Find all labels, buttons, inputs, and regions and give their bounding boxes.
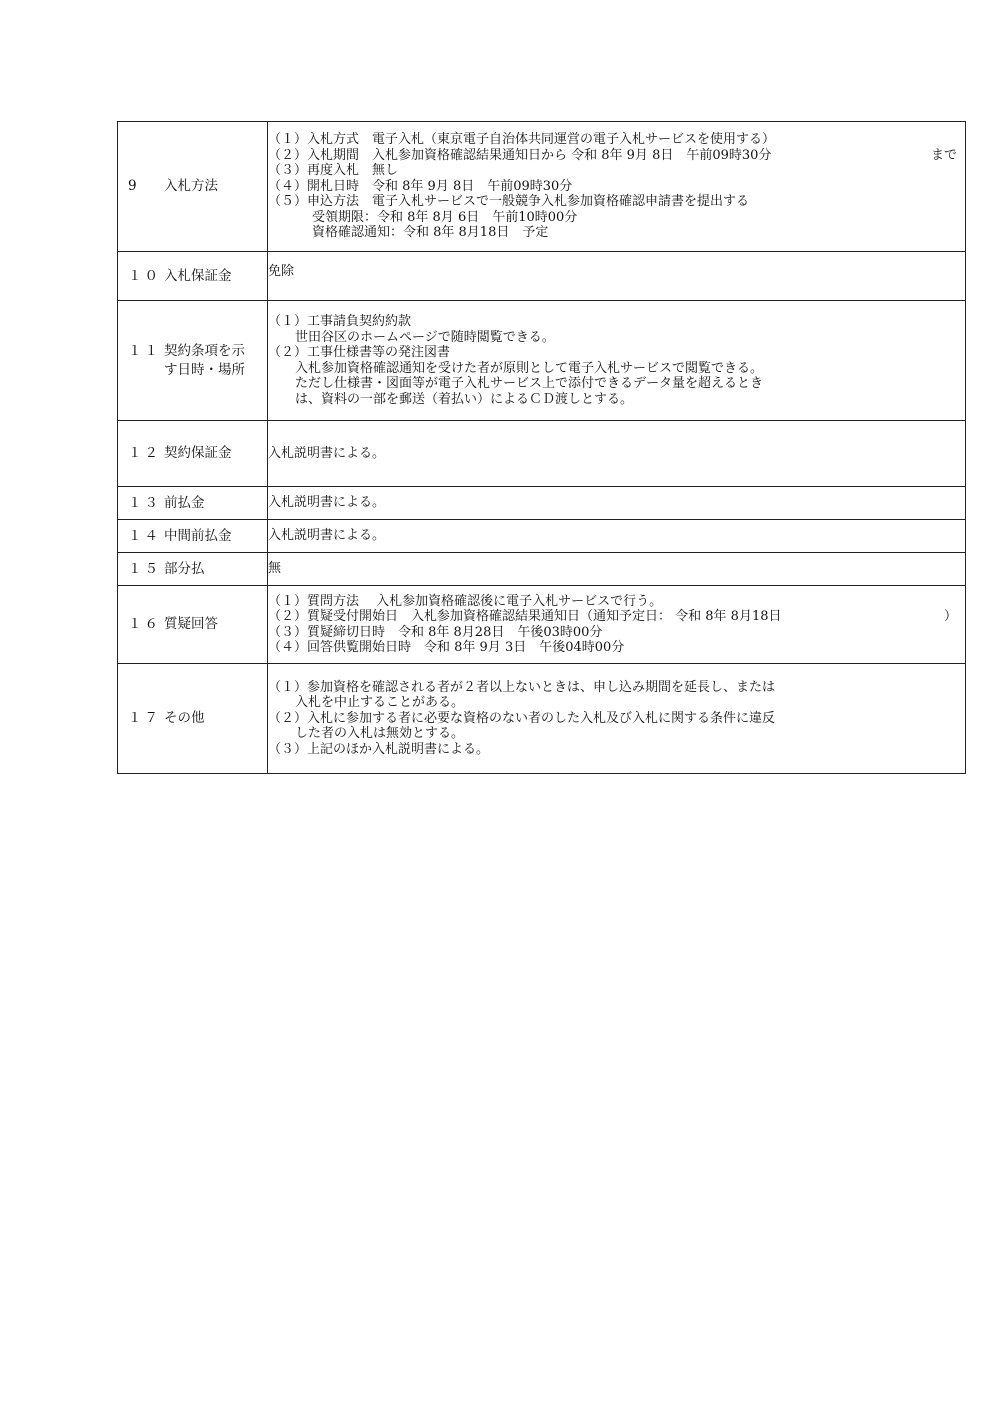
content-text: （２）入札期間 入札参加資格確認結果通知日から 令和 8年 9月 8日 午前09時30分 — [268, 147, 772, 163]
content-line: （１）参加資格を確認される者が２者以上ないときは、申し込み期間を延長し、または — [268, 679, 776, 695]
row-label-cell — [118, 664, 268, 774]
table-row — [118, 122, 966, 252]
row-title: 前払金 — [164, 494, 205, 511]
row-number: １４ — [128, 527, 161, 544]
row-label-cell — [118, 421, 268, 487]
content-line: 免除 — [268, 264, 295, 279]
row-content-cell — [268, 586, 966, 664]
content-line: 入札を中止することがある。 — [295, 695, 465, 711]
content-line: 入札説明書による。 — [268, 528, 386, 544]
row-title: その他 — [164, 710, 205, 726]
row-label-cell — [118, 301, 268, 421]
row-title: 部分払 — [164, 560, 205, 577]
row-title: 質疑回答 — [164, 616, 218, 632]
row-title-line: 契約条項を示 — [164, 342, 245, 359]
content-line: 資格確認通知：令和 8年 8月18日 予定 — [312, 225, 549, 241]
content-line: した者の入札は無効とする。 — [295, 726, 465, 742]
row-content-cell — [268, 252, 966, 301]
row-number: １０ — [128, 267, 161, 284]
table-row — [118, 252, 966, 301]
row-content-cell — [268, 487, 966, 520]
content-line: 世田谷区のホームページで随時閲覧できる。 — [295, 329, 555, 345]
row-title: 契約保証金 — [164, 445, 232, 461]
content-line: （５）申込方法 電子入札サービスで一般競争入札参加資格確認申請書を提出する — [268, 194, 750, 210]
table-row — [118, 421, 966, 487]
table-row — [118, 586, 966, 664]
row-label-cell — [118, 586, 268, 664]
content-line: 入札説明書による。 — [268, 445, 386, 461]
content-line — [268, 148, 965, 164]
content-line — [268, 609, 965, 625]
content-line: （２）入札に参加する者に必要な資格のない者のした入札及び入札に関する条件に違反 — [268, 710, 776, 726]
content-line: （３）質疑締切日時 令和 8年 8月28日 午後03時00分 — [268, 624, 603, 640]
content-line: （１）工事請負契約約款 — [268, 314, 412, 329]
content-line: 入札参加資格確認通知を受けた者が原則として電子入札サービスで閲覧できる。 — [295, 360, 764, 376]
row-number: １６ — [128, 616, 161, 632]
content-line: （１）質問方法 入札参加資格確認後に電子入札サービスで行う。 — [268, 593, 663, 609]
content-text: ） — [943, 609, 957, 624]
content-line: 無 — [268, 561, 282, 577]
row-title: 入札方法 — [164, 178, 218, 194]
table-row — [118, 553, 966, 586]
row-number: １５ — [128, 560, 161, 577]
table-row — [118, 520, 966, 553]
row-label-cell — [118, 553, 268, 586]
table-row — [118, 487, 966, 520]
content-line: は、資料の一部を郵送（着払い）によるＣＤ渡しとする。 — [295, 391, 634, 407]
row-title: 中間前払金 — [164, 527, 232, 544]
content-line: （４）開札日時 令和 8年 9月 8日 午前09時30分 — [268, 178, 573, 194]
content-line: （４）回答供覧開始日時 令和 8年 9月 3日 午後04時00分 — [268, 640, 625, 655]
row-title-line: す日時・場所 — [164, 361, 245, 378]
row-content-cell — [268, 301, 966, 421]
content-text: まで — [930, 147, 957, 163]
row-number: １３ — [128, 494, 161, 511]
content-line: （３）上記のほか入札説明書による。 — [268, 741, 490, 757]
row-content-cell — [268, 520, 966, 553]
content-line: （１）入札方式 電子入札（東京電子自治体共同運営の電子入札サービスを使用する） — [268, 132, 776, 148]
content-line: （２）工事仕様書等の発注図書 — [268, 345, 451, 360]
row-label-cell — [118, 122, 268, 252]
row-content-cell — [268, 122, 966, 252]
row-title — [164, 342, 245, 380]
row-number: １７ — [128, 710, 161, 726]
row-number: １１ — [128, 342, 161, 359]
conditions-table — [117, 121, 966, 774]
row-label-cell — [118, 252, 268, 301]
content-line: （３）再度入札 無し — [268, 163, 399, 179]
content-line: 入札説明書による。 — [268, 495, 386, 511]
row-number: １２ — [128, 445, 161, 461]
content-line: 受領期限：令和 8年 8月 6日 午前10時00分 — [312, 209, 578, 225]
content-line: ただし仕様書・図面等が電子入札サービス上で添付できるデータ量を超えるとき — [295, 376, 764, 391]
row-content-cell — [268, 664, 966, 774]
row-content-cell — [268, 421, 966, 487]
row-title: 入札保証金 — [164, 267, 232, 284]
row-content-cell — [268, 553, 966, 586]
table-row — [118, 664, 966, 774]
row-label-cell — [118, 487, 268, 520]
table-row — [118, 301, 966, 421]
row-label-cell — [118, 520, 268, 553]
content-text: （２）質疑受付開始日 入札参加資格確認結果通知日（通知予定日： 令和 8年 8月18日 — [268, 609, 782, 624]
row-number: 9 — [128, 178, 140, 194]
